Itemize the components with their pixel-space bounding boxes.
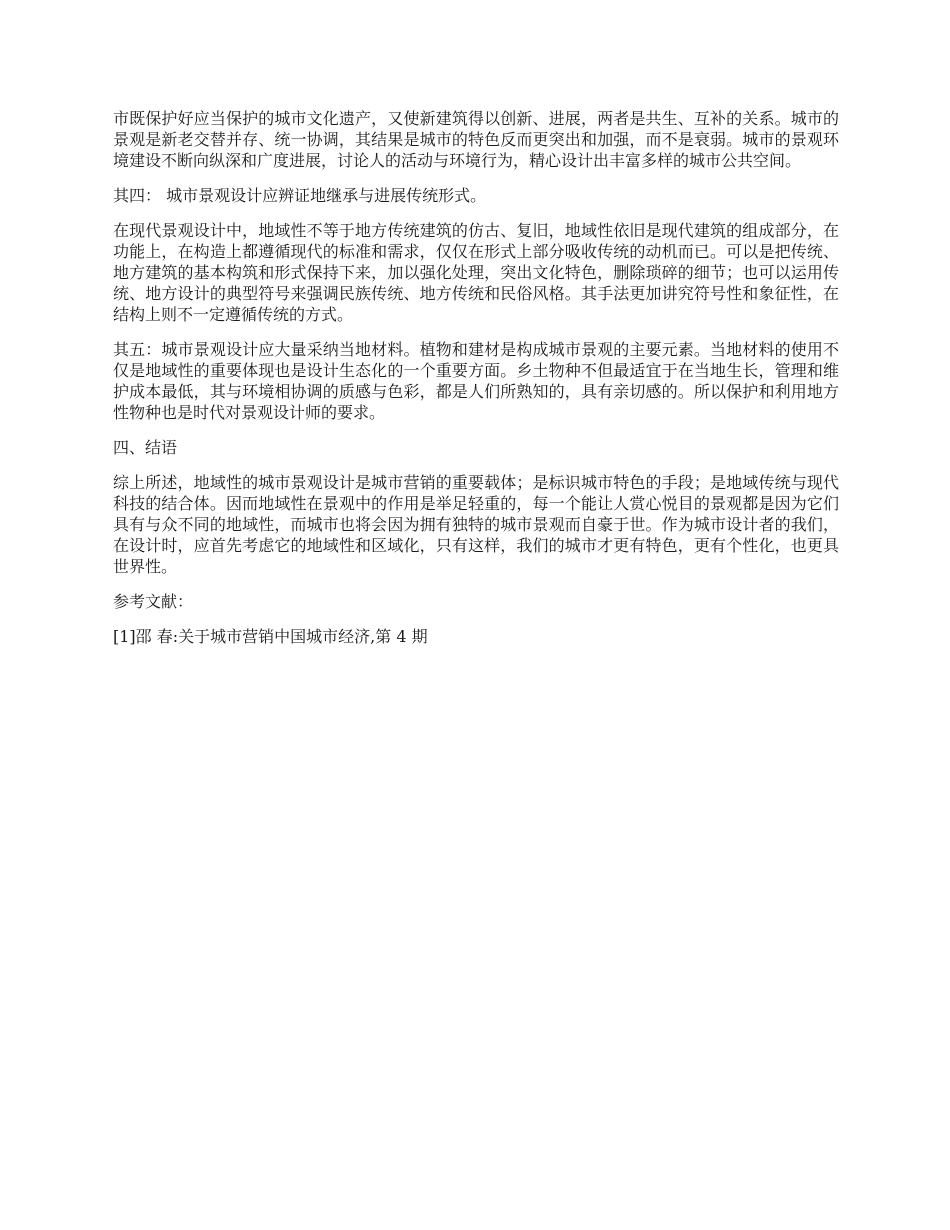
paragraph-conclusion: 综上所述，地域性的城市景观设计是城市营销的重要载体；是标识城市特色的手段；是地域传统与现代科技的结合体。因而地域性在景观中的作用是举足轻重的，每一个能让人赏心悦目的景观都是因为它们具有与众不同的地域性，而城市也将会因为拥有独特的城市景观而自豪于世。作为城市设计者的我们，在设计时，应首先考虑它的地域性和区域化，只有这样，我们的城市才更有特色，更有个性化，也更具世界性。	[113, 473, 839, 576]
heading-conclusion: 四、结语	[113, 438, 178, 457]
reference-item: [1]邵 春:关于城市营销中国城市经济,第 4 期	[113, 627, 428, 646]
document-body	[113, 108, 839, 661]
paragraph-heritage-coexistence: 市既保护好应当保护的城市文化遗产，又使新建筑得以创新、进展，两者是共生、互补的关系。城市的景观是新老交替并存、统一协调，其结果是城市的特色反而更突出和加强，而不是衰弱。城市的景观环境建设不断向纵深和广度进展，讨论人的活动与环境行为，精心设计出丰富多样的城市公共空间。	[113, 109, 839, 170]
paragraph-modern-design: 在现代景观设计中，地域性不等于地方传统建筑的仿古、复旧，地域性依旧是现代建筑的组成部分，在功能上，在构造上都遵循现代的标准和需求，仅仅在形式上部分吸收传统的动机而已。可以是把传统、地方建筑的基本构筑和形式保持下来，加以强化处理，突出文化特色，删除琐碎的细节；也可以运用传统、地方设计的典型符号来强调民族传统、地方传统和民俗风格。其手法更加讲究符号性和象征性，在结构上则不一定遵循传统的方式。	[113, 221, 839, 324]
heading-references: 参考文献：	[113, 592, 194, 611]
paragraph-point-five-materials: 其五：城市景观设计应大量采纳当地材料。植物和建材是构成城市景观的主要元素。当地材料的使用不仅是地域性的重要体现也是设计生态化的一个重要方面。乡土物种不但最适宜于在当地生长，管理和维护成本最低，其与环境相协调的质感与色彩，都是人们所熟知的，具有亲切感的。所以保护和利用地方性物种也是时代对景观设计师的要求。	[113, 340, 839, 422]
heading-point-four: 其四： 城市景观设计应辨证地继承与进展传统形式。	[113, 186, 487, 205]
